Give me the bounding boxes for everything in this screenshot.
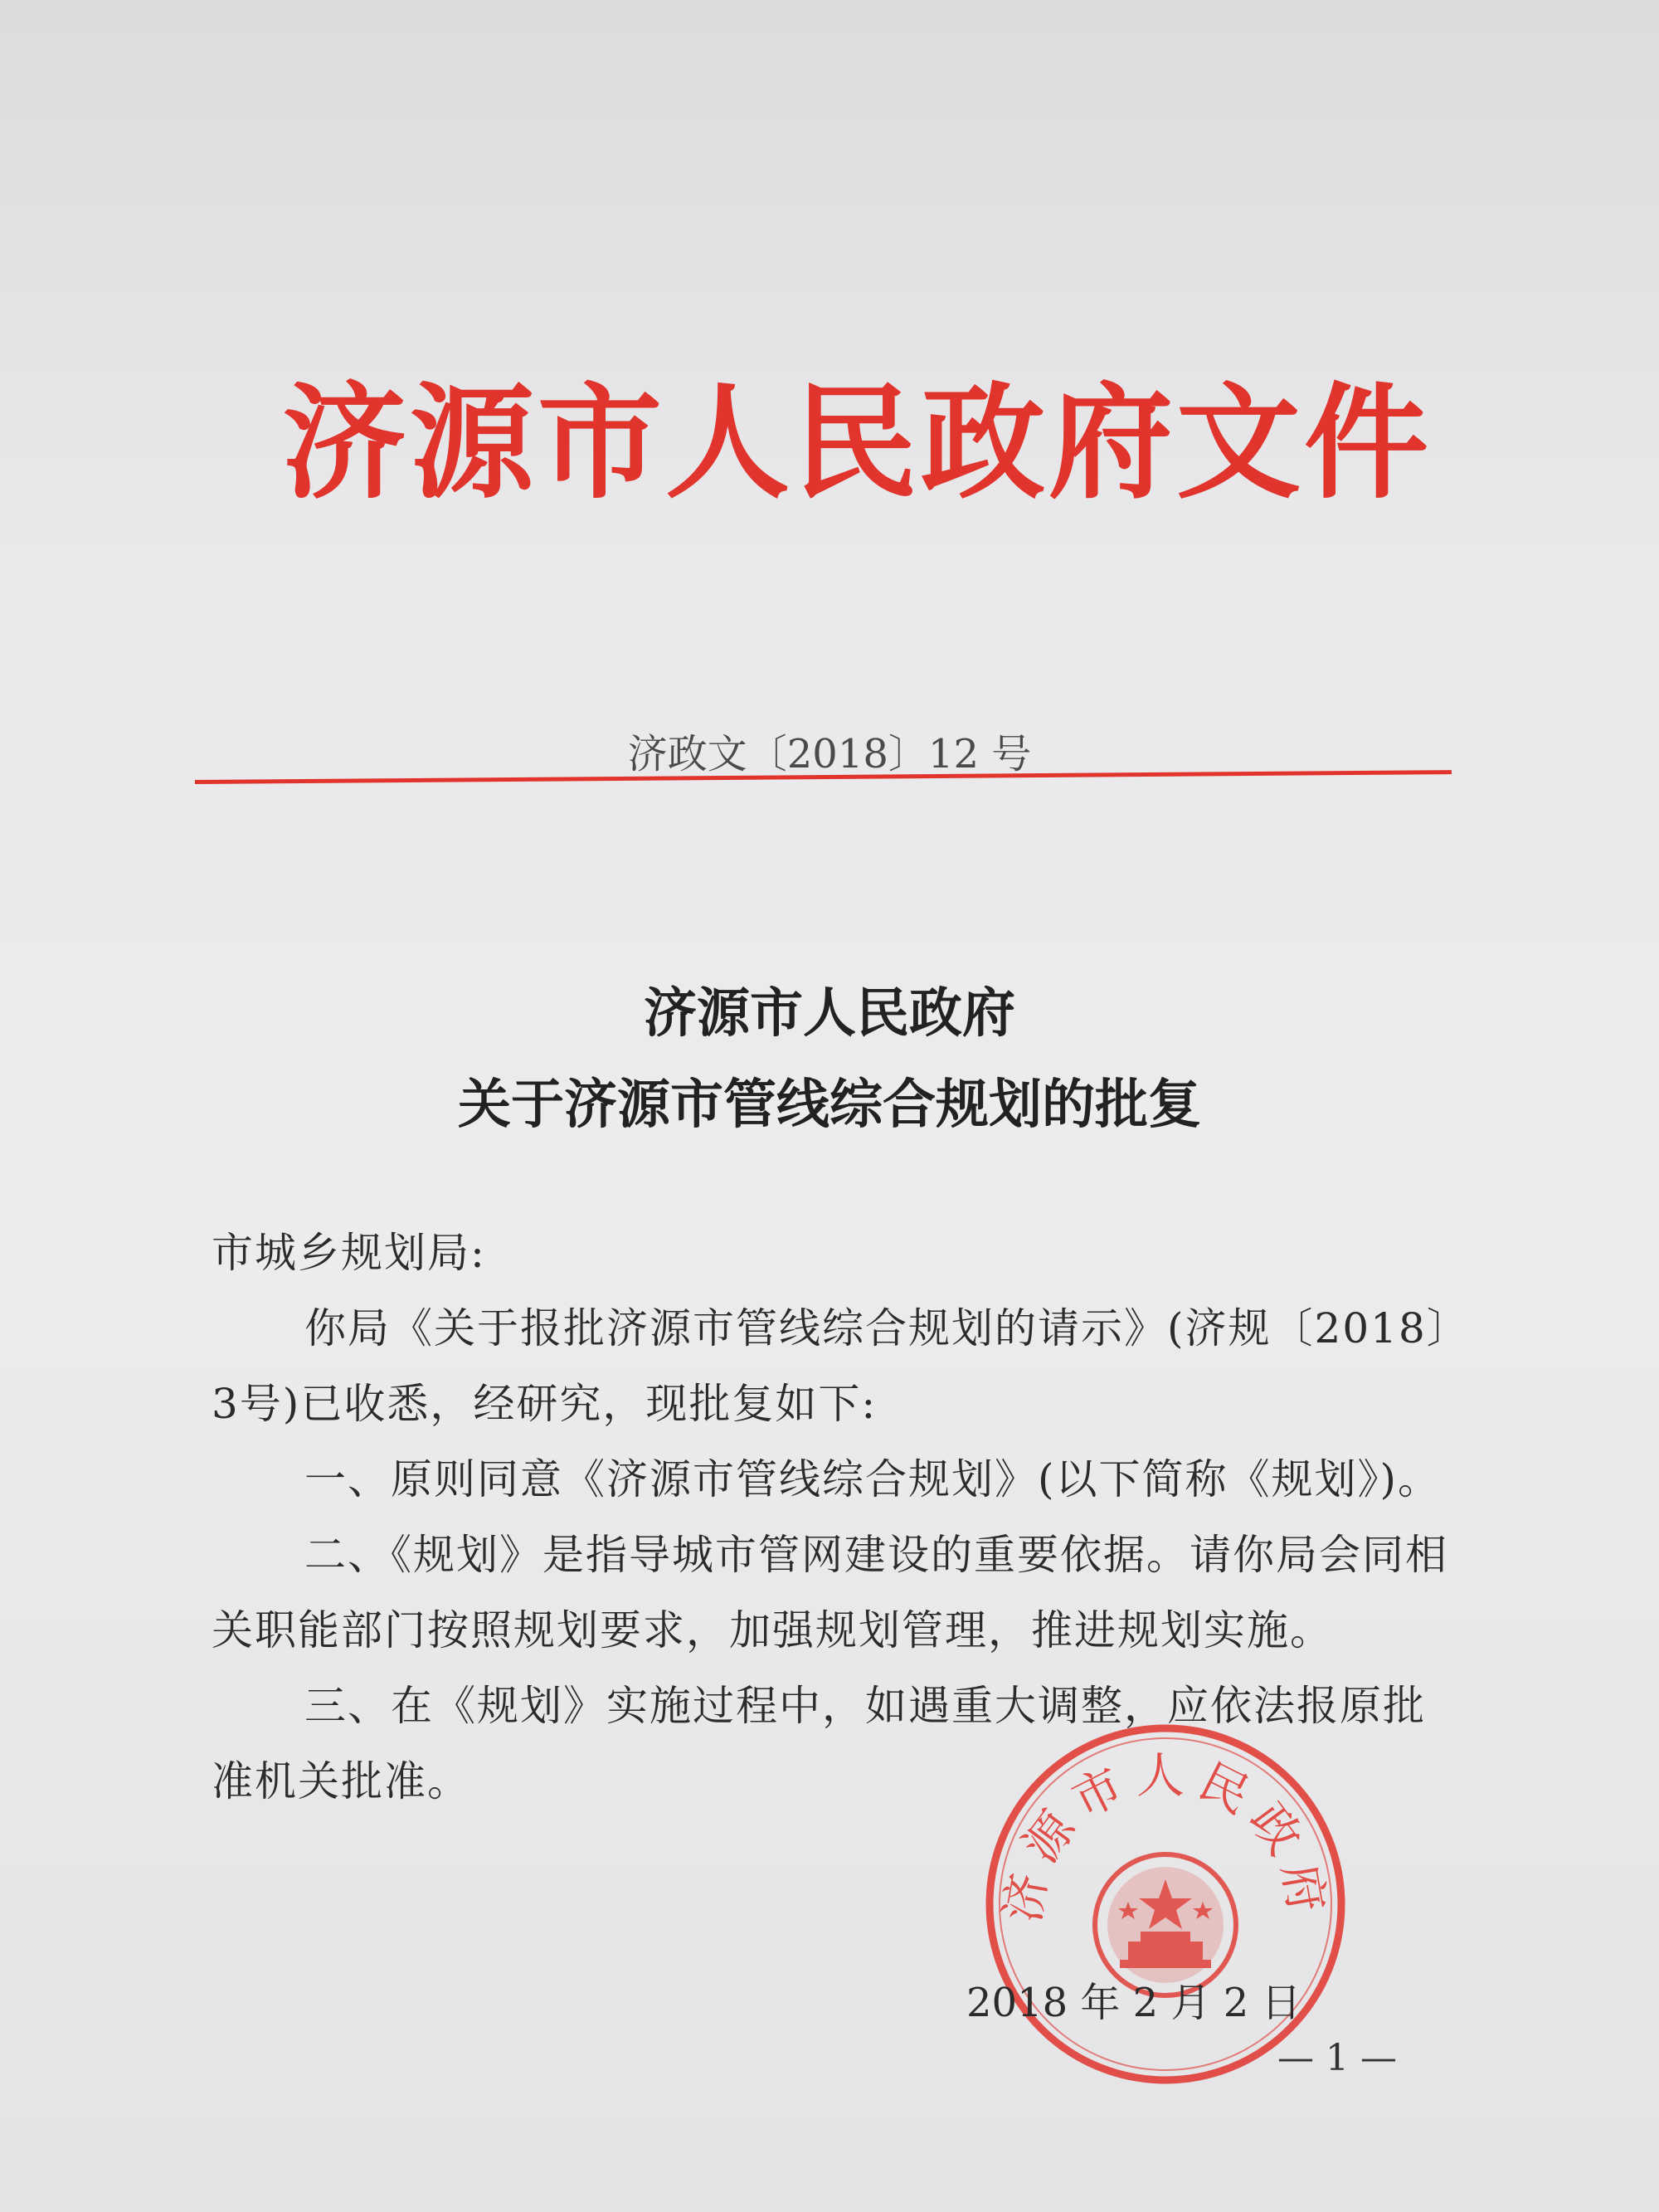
body-paragraph: 三、在《规划》实施过程中，如遇重大调整，应依法报原批准机关批准。: [212, 1682, 1426, 1805]
body-paragraph: 你局《关于报批济源市管线综合规划的请示》(济规〔2018〕3号)已收悉，经研究，现批复如下:: [212, 1304, 1449, 1428]
body-paragraph: 二、《规划》是指导城市管网建设的重要依据。请你局会同相关职能部门按照规划要求，加强规划管理，推进规划实施。: [212, 1531, 1448, 1654]
document-number: 济政文〔2018〕12 号: [627, 731, 1032, 777]
official-seal: [979, 1717, 1352, 2091]
issue-date: 2018 年 2 月 2 日: [966, 1980, 1301, 2026]
issuer-banner: 济源市人民政府文件: [282, 372, 1433, 516]
document-title-line1: 济源市人民政府: [644, 983, 1015, 1045]
seal-text: 济源市人民政府: [994, 1747, 1337, 1927]
body-paragraph: 一、原则同意《济源市管线综合规划》(以下简称《规划》)。: [304, 1455, 1442, 1503]
addressee: 市城乡规划局:: [212, 1229, 486, 1277]
document-title-line2: 关于济源市管线综合规划的批复: [458, 1074, 1201, 1136]
page-number: — 1 —: [1277, 2037, 1397, 2079]
